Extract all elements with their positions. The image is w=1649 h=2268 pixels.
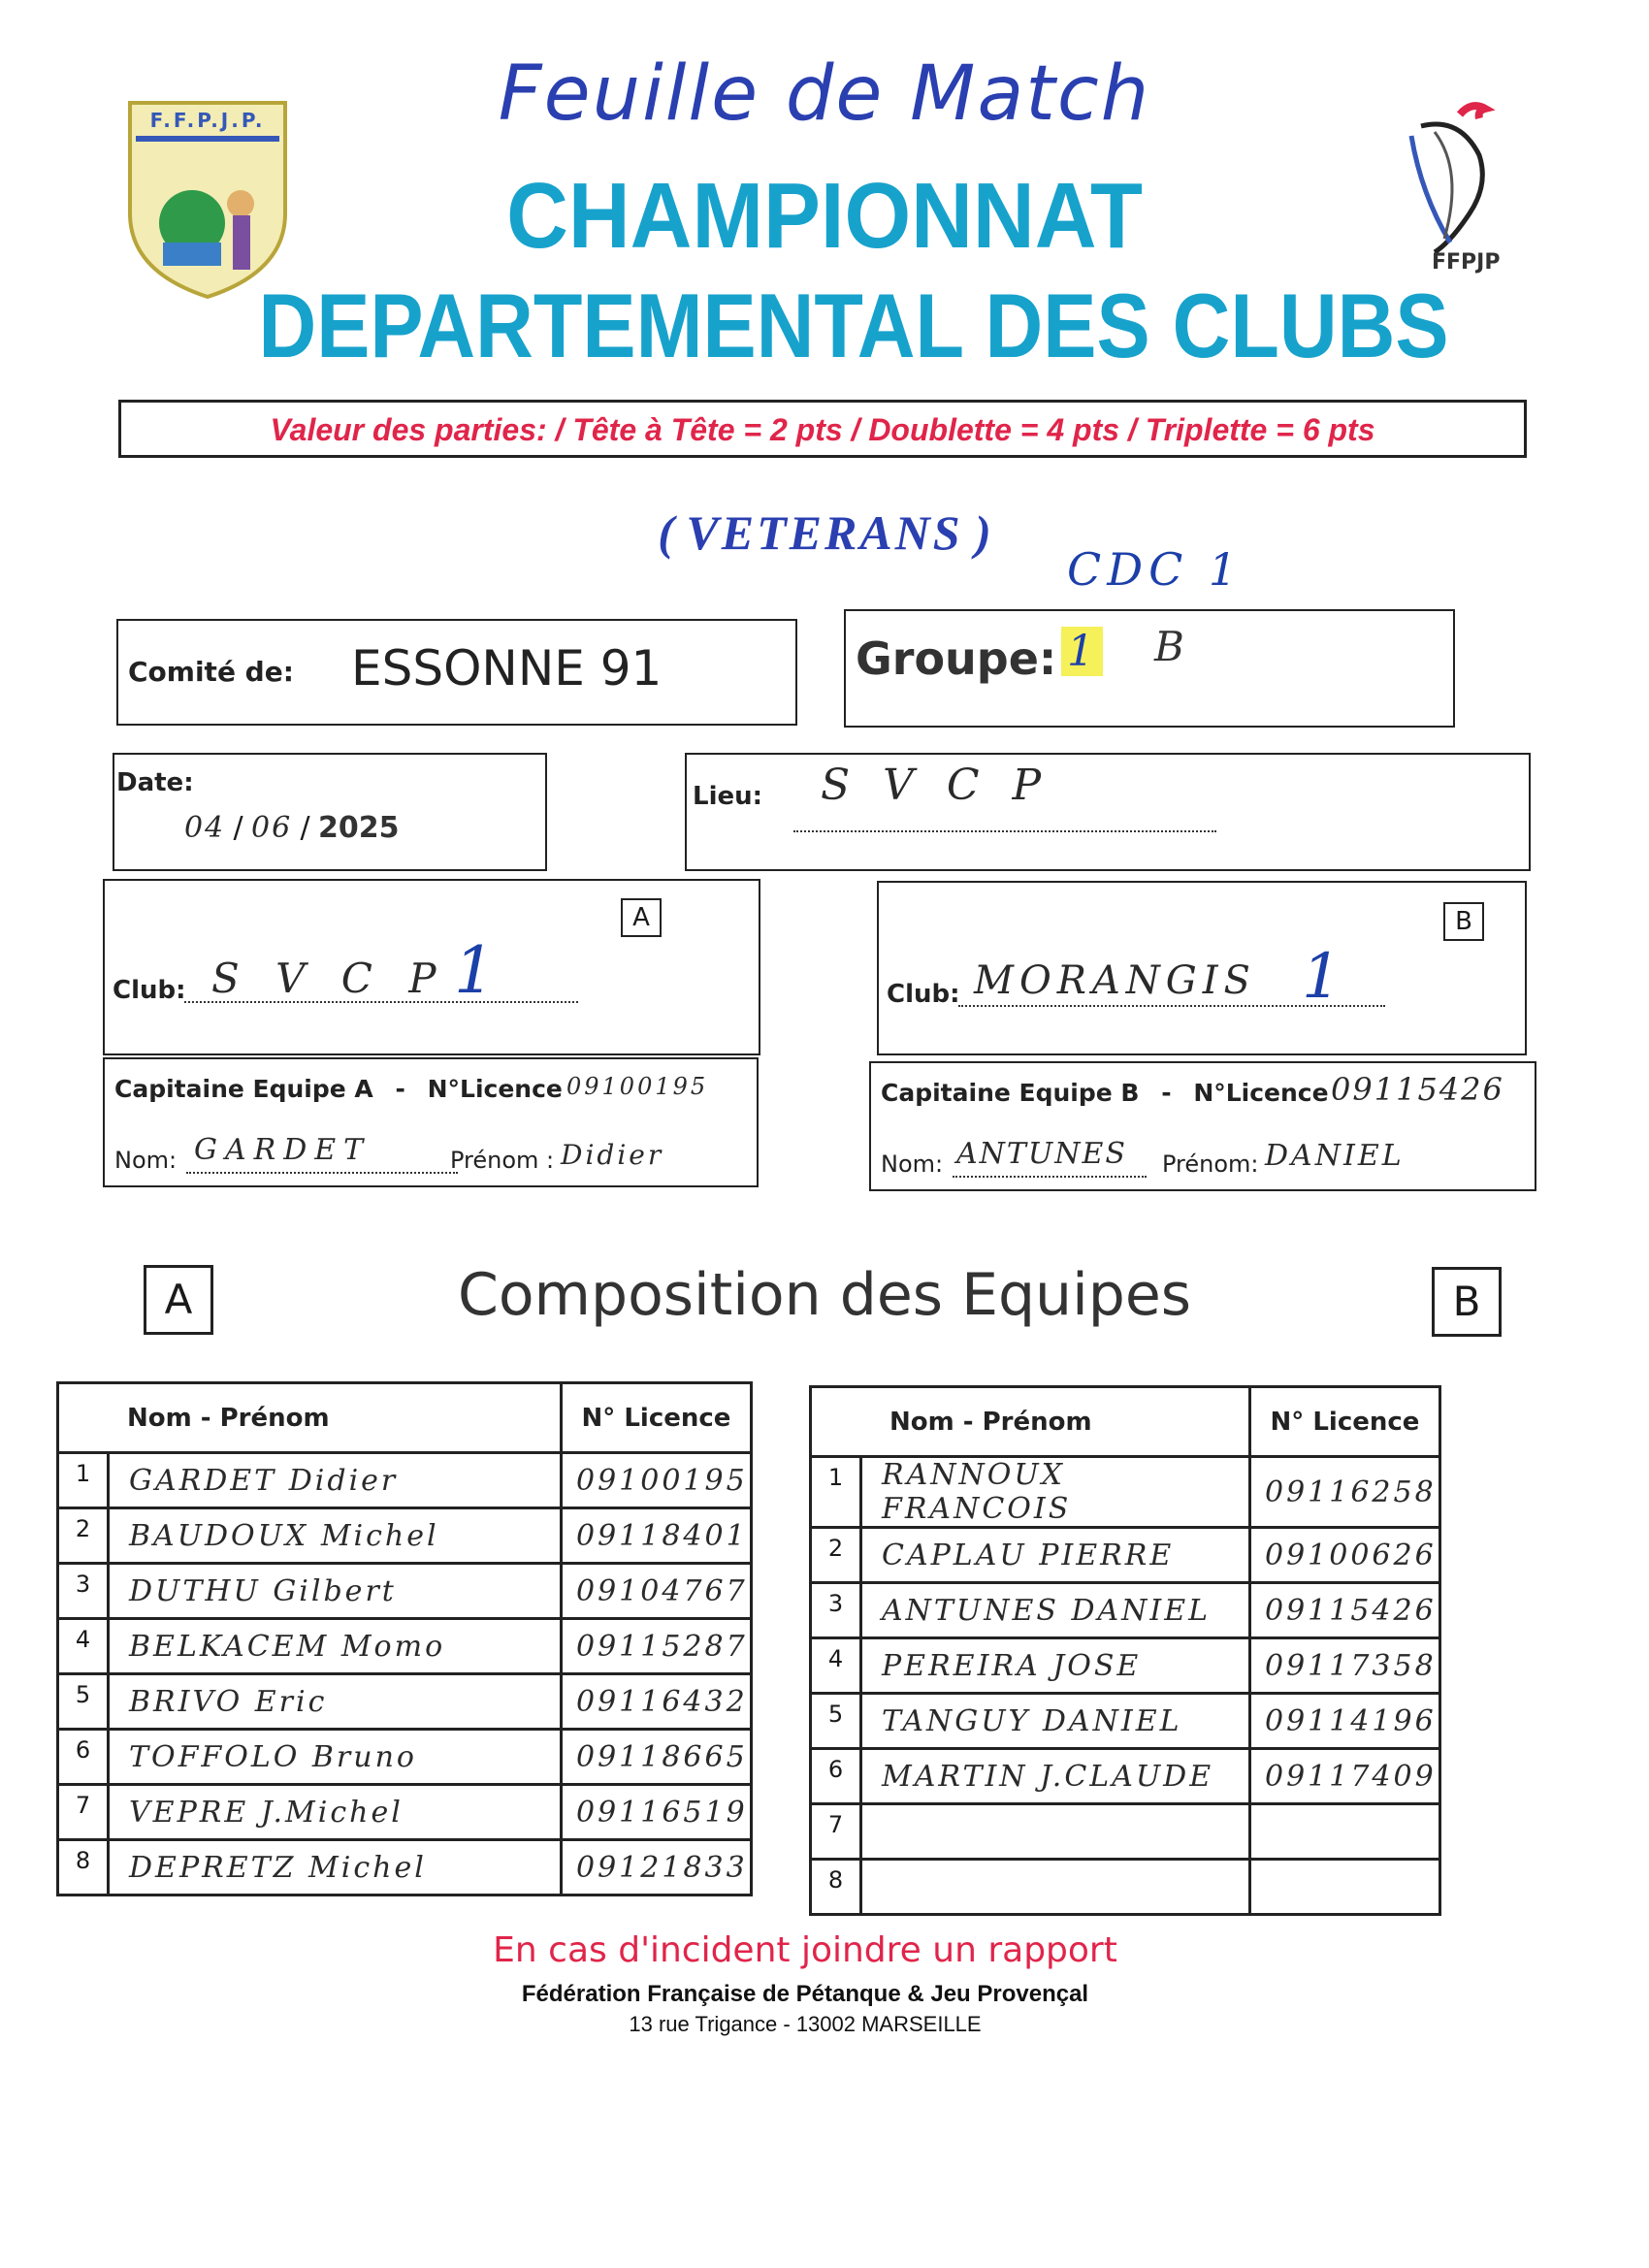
team-a-player-licence: 09118401	[562, 1508, 752, 1564]
team-b-row	[811, 1457, 1440, 1528]
team-a-row	[58, 1840, 752, 1895]
captain-b-nom: ANTUNES	[956, 1137, 1127, 1171]
team-a-player-name: TOFFOLO Bruno	[109, 1730, 562, 1785]
team-a-row-number: 5	[58, 1674, 109, 1730]
team-a-player-licence: 09116519	[562, 1785, 752, 1840]
team-b-row	[811, 1749, 1440, 1804]
team-a-name-header: Nom - Prénom	[58, 1383, 562, 1453]
team-a-player-licence: 09104767	[562, 1564, 752, 1619]
club-b-badge: B	[1443, 902, 1484, 941]
page-title: Feuille de Match	[498, 50, 1151, 138]
team-b-header-row	[811, 1387, 1440, 1457]
team-a-player-licence: 09121833	[562, 1840, 752, 1895]
club-a-value: S V C P	[211, 955, 448, 1002]
team-a-player-licence: 09100195	[562, 1453, 752, 1508]
team-b-row	[811, 1694, 1440, 1749]
date-value	[184, 811, 399, 845]
date-sep-2: /	[300, 811, 310, 845]
team-b-name-header: Nom - Prénom	[811, 1387, 1250, 1457]
team-a-player-name: BAUDOUX Michel	[109, 1508, 562, 1564]
team-a-rows	[58, 1453, 752, 1895]
team-a-header-row	[58, 1383, 752, 1453]
team-b-player-licence: 09117358	[1250, 1638, 1440, 1694]
team-b-row-number: 1	[811, 1457, 861, 1528]
team-b-table	[809, 1385, 1441, 1916]
captain-b-nom-label: Nom:	[881, 1150, 944, 1178]
team-b-player-name: MARTIN J.CLAUDE	[861, 1749, 1250, 1804]
team-b-player-licence: 09117409	[1250, 1749, 1440, 1804]
date-box	[113, 753, 547, 871]
team-b-row	[811, 1528, 1440, 1583]
team-a-player-name: VEPRE J.Michel	[109, 1785, 562, 1840]
captain-b-dash: -	[1161, 1079, 1172, 1107]
team-a-row-number: 6	[58, 1730, 109, 1785]
captain-a-title: Capitaine Equipe A	[114, 1075, 373, 1103]
team-a-player-licence: 09116432	[562, 1674, 752, 1730]
captain-b-licence-label: N°Licence	[1193, 1079, 1329, 1107]
lieu-label: Lieu:	[693, 782, 763, 811]
team-b-row	[811, 1804, 1440, 1860]
team-a-row	[58, 1453, 752, 1508]
team-a-licence-header: N° Licence	[562, 1383, 752, 1453]
right-logo-text: FFPJP	[1432, 250, 1501, 275]
points-values-box	[118, 400, 1527, 458]
incident-note: En cas d'incident joindre un rapport	[493, 1930, 1117, 1970]
team-a-row	[58, 1508, 752, 1564]
team-b-row-number: 3	[811, 1583, 861, 1638]
composition-badge-b: B	[1432, 1267, 1502, 1337]
team-b-player-licence: 09116258	[1250, 1457, 1440, 1528]
captain-a-nom-label: Nom:	[114, 1147, 178, 1174]
club-a-number: 1	[454, 933, 495, 1008]
team-a-row-number: 2	[58, 1508, 109, 1564]
team-a-player-name: BRIVO Eric	[109, 1674, 562, 1730]
team-b-row	[811, 1583, 1440, 1638]
comite-value: ESSONNE 91	[351, 640, 663, 697]
team-a-player-name: DEPRETZ Michel	[109, 1840, 562, 1895]
captain-a-nom: GARDET	[194, 1133, 372, 1167]
cdc-annotation: CDC 1	[1067, 543, 1244, 596]
team-b-player-licence: 09114196	[1250, 1694, 1440, 1749]
team-a-player-name: DUTHU Gilbert	[109, 1564, 562, 1619]
date-sep-1: /	[233, 811, 243, 845]
team-a-row-number: 3	[58, 1564, 109, 1619]
team-a-row	[58, 1674, 752, 1730]
captain-b-title: Capitaine Equipe B	[881, 1079, 1140, 1107]
composition-title: Composition des Equipes	[457, 1261, 1192, 1329]
category-label	[0, 504, 1649, 561]
team-b-row	[811, 1860, 1440, 1915]
date-year: 2025	[317, 811, 400, 845]
left-logo-text: F.F.P.J.P.	[149, 109, 266, 132]
federation-address: 13 rue Trigance - 13002 MARSEILLE	[629, 2012, 982, 2036]
team-b-row-number: 8	[811, 1860, 861, 1915]
category-open-paren: (	[658, 505, 674, 560]
team-a-player-name: GARDET Didier	[109, 1453, 562, 1508]
club-b-label: Club:	[887, 980, 960, 1009]
captain-a-prenom: Didier	[561, 1139, 664, 1171]
category-value: VETERANS	[686, 505, 963, 560]
club-b-number: 1	[1302, 941, 1342, 1013]
points-values-text: Valeur des parties: / Tête à Tête = 2 pts / Doublette = 4 pts / Triplette = 6 pts	[270, 412, 1375, 447]
team-b-player-name: CAPLAU PIERRE	[861, 1528, 1250, 1583]
groupe-box	[844, 609, 1455, 728]
team-b-row-number: 5	[811, 1694, 861, 1749]
team-b-rows	[811, 1457, 1440, 1915]
championship-line2: DEPARTEMENTAL DES CLUBS	[258, 275, 1449, 376]
team-b-row-number: 4	[811, 1638, 861, 1694]
date-label: Date:	[116, 768, 194, 797]
team-a-row-number: 1	[58, 1453, 109, 1508]
date-day: 04	[184, 811, 226, 845]
team-b-player-name: PEREIRA JOSE	[861, 1638, 1250, 1694]
lieu-value: S V C P	[821, 761, 1051, 810]
team-a-player-licence: 09115287	[562, 1619, 752, 1674]
date-month: 06	[250, 811, 293, 845]
club-b-box	[877, 881, 1527, 1055]
composition-badge-a: A	[144, 1265, 213, 1335]
team-b-player-name: ANTUNES DANIEL	[861, 1583, 1250, 1638]
team-b-licence-header: N° Licence	[1250, 1387, 1440, 1457]
team-b-row-number: 2	[811, 1528, 861, 1583]
federation-name: Fédération Française de Pétanque & Jeu Provençal	[521, 1981, 1089, 2007]
team-b-player-name: RANNOUX FRANCOIS	[861, 1457, 1250, 1528]
comite-box	[116, 619, 797, 726]
captain-a-heading	[114, 1075, 563, 1103]
team-a-row	[58, 1785, 752, 1840]
team-a-player-licence: 09118665	[562, 1730, 752, 1785]
category-close-paren: )	[975, 505, 991, 560]
captain-b-prenom-label: Prénom:	[1162, 1150, 1259, 1178]
team-b-player-licence: 09115426	[1250, 1583, 1440, 1638]
team-a-row	[58, 1619, 752, 1674]
captain-a-dash: -	[395, 1075, 405, 1103]
club-a-box	[103, 879, 760, 1055]
captain-b-prenom: DANIEL	[1265, 1139, 1405, 1173]
captain-a-prenom-label: Prénom :	[450, 1147, 555, 1174]
team-b-player-licence	[1250, 1860, 1440, 1915]
captain-a-box	[103, 1057, 759, 1187]
club-a-label: Club:	[113, 976, 186, 1005]
team-b-row-number: 6	[811, 1749, 861, 1804]
captain-a-licence-label: N°Licence	[427, 1075, 563, 1103]
team-a-row-number: 4	[58, 1619, 109, 1674]
team-b-row-number: 7	[811, 1804, 861, 1860]
team-b-player-name: TANGUY DANIEL	[861, 1694, 1250, 1749]
team-a-row	[58, 1564, 752, 1619]
team-b-row	[811, 1638, 1440, 1694]
team-b-player-licence	[1250, 1804, 1440, 1860]
captain-b-heading	[881, 1079, 1329, 1107]
team-a-row-number: 8	[58, 1840, 109, 1895]
club-b-value: MORANGIS	[974, 958, 1256, 1003]
groupe-extra: B	[1154, 623, 1187, 670]
team-a-row	[58, 1730, 752, 1785]
championship-line1: CHAMPIONNAT	[506, 164, 1143, 268]
captain-b-licence: 09115426	[1331, 1071, 1504, 1108]
captain-a-licence: 09100195	[566, 1073, 709, 1100]
groupe-value: 1	[1061, 627, 1103, 676]
team-a-table	[56, 1381, 753, 1896]
groupe-label: Groupe:	[856, 632, 1057, 685]
team-b-player-licence: 09100626	[1250, 1528, 1440, 1583]
lieu-box	[685, 753, 1531, 871]
team-a-row-number: 7	[58, 1785, 109, 1840]
club-a-badge: A	[621, 898, 662, 937]
team-b-player-name	[861, 1804, 1250, 1860]
comite-label: Comité de:	[128, 656, 294, 688]
team-b-player-name	[861, 1860, 1250, 1915]
captain-b-box	[869, 1061, 1536, 1191]
team-a-player-name: BELKACEM Momo	[109, 1619, 562, 1674]
